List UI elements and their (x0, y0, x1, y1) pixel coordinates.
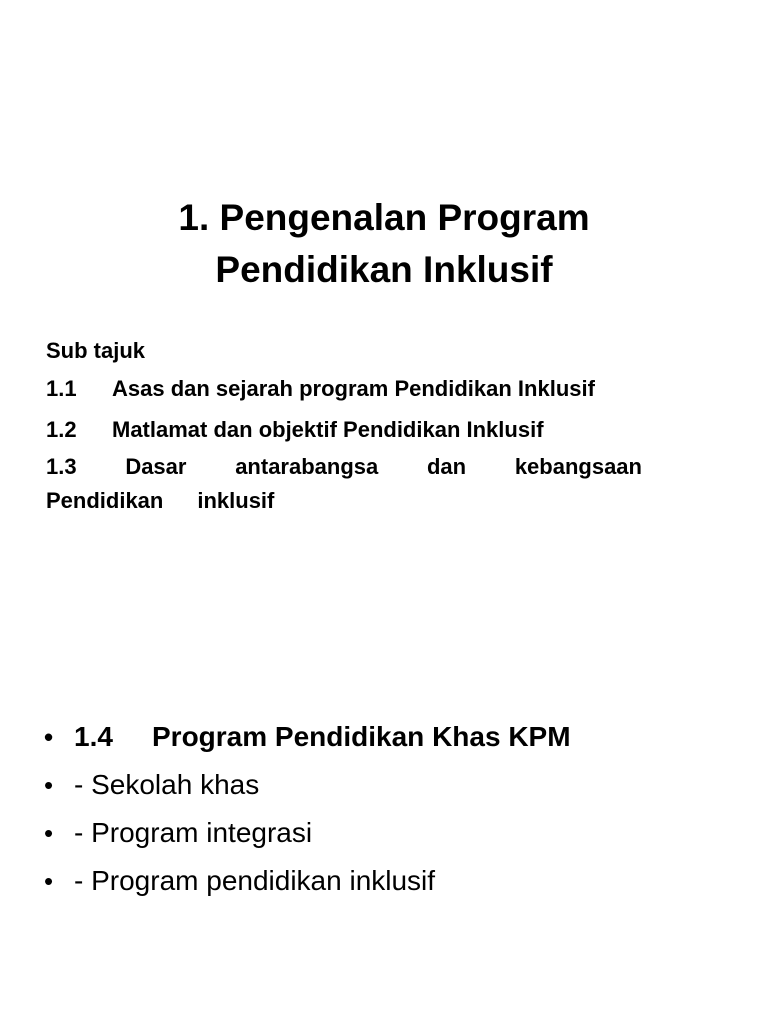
subtopic-word: antarabangsa (235, 454, 379, 479)
bullet-number: 1.4 (74, 721, 113, 752)
subtopic-word: inklusif (197, 488, 275, 513)
page-title (0, 192, 768, 296)
subtopic-word: kebangsaan (514, 454, 642, 479)
bullet-text: - Program pendidikan inklusif (74, 865, 436, 896)
bullet-list (44, 713, 724, 905)
subtopics-heading: Sub tajuk (46, 338, 146, 363)
bullet-icon: • (44, 722, 54, 752)
bullet-text: Program Pendidikan Khas KPM (152, 721, 571, 752)
subtopic-word: dan (426, 454, 467, 479)
subtopic-word: Dasar (125, 454, 187, 479)
subtopic-text: Asas dan sejarah program Pendidikan Inklusif (112, 376, 595, 401)
bullet-icon: • (44, 818, 54, 848)
bullet-text: - Program integrasi (74, 817, 313, 848)
title-line-1: 1. Pengenalan Program (178, 197, 590, 238)
subtopic-number: 1.3 (46, 454, 77, 479)
bullet-text: - Sekolah khas (74, 769, 260, 800)
subtopic-item (46, 409, 642, 450)
subtopics-section (46, 334, 642, 518)
bullet-item (44, 809, 724, 857)
subtopic-line (46, 450, 642, 484)
subtopic-number: 1.2 (46, 417, 77, 442)
bullet-icon: • (44, 866, 54, 896)
bullet-item (44, 761, 724, 809)
subtopic-text: Matlamat dan objektif Pendidikan Inklusif (112, 417, 544, 442)
bullet-item (44, 857, 724, 905)
bullet-item (44, 713, 724, 761)
title-line-2: Pendidikan Inklusif (215, 249, 553, 290)
bullet-icon: • (44, 770, 54, 800)
subtopic-item (46, 368, 642, 409)
subtopic-line (46, 484, 642, 518)
subtopic-number: 1.1 (46, 376, 77, 401)
subtopic-item-justified (46, 450, 642, 518)
subtopic-word: Pendidikan (46, 488, 164, 513)
